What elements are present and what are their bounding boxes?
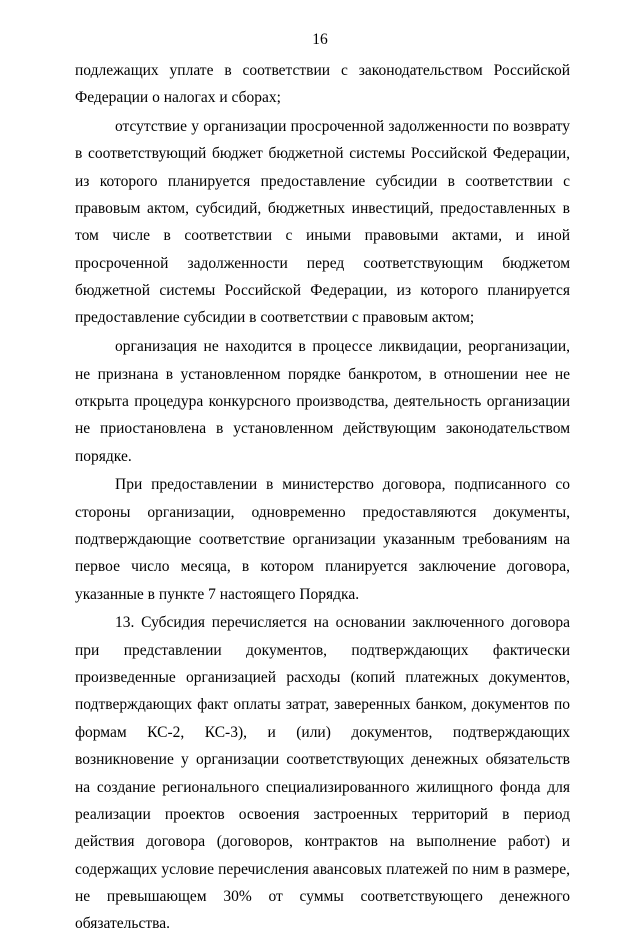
paragraph-contract-submission: При предоставлении в министерство договора, подписанного со стороны организации, одновременно предоставляются документы, подтверждающие соответствие организации указанным требованиям на первое число месяца, в котором планируется заключение договора, указанные в пункте 7 настоящего Порядка. <box>75 476 570 603</box>
document-body <box>75 57 570 939</box>
paragraph-subsidy-transfer: 13. Субсидия перечисляется на основании заключенного договора при представлении документов, подтверждающих фактически произведенные организацией расходы (копий платежных документов, подтверждающих факт оплаты затрат, заверенных банком, документов по формам КС-2, КС-3), и (или) документов, подтверждающих возникновение у организации соответствующих денежных обязательств на создание регионального специализированного жилищного фонда для реализации проектов освоения застроенных территорий в период действия договора (договоров, контрактов на выполнение работ) и содержащих условие перечисления авансовых платежей по ним в размере, не превышающем 30% от суммы соответствующего денежного обязательства. <box>75 614 570 933</box>
paragraph-tax-obligations: подлежащих уплате в соответствии с законодательством Российской Федерации о налогах и сборах; <box>75 62 570 107</box>
paragraph-not-in-liquidation: организация не находится в процессе ликвидации, реорганизации, не признана в установленном порядке банкротом, в отношении нее не открыта процедура конкурсного производства, деятельность организации не приостановлена в установленном действующим законодательством порядке. <box>75 338 570 465</box>
page-number: 16 <box>312 31 328 48</box>
paragraph-no-overdue-debt: отсутствие у организации просроченной задолженности по возврату в соответствующий бюджет бюджетной системы Российской Федерации, из которого планируется предоставление субсидии в соответствии с правовым актом, субсидий, бюджетных инвестиций, предоставленных в том числе в соответствии с иными правовыми актами, и иной просроченной задолженности перед соответствующим бюджетом бюджетной системы Российской Федерации, из которого планируется предоставление субсидии в соответствии с правовым актом; <box>75 118 570 327</box>
